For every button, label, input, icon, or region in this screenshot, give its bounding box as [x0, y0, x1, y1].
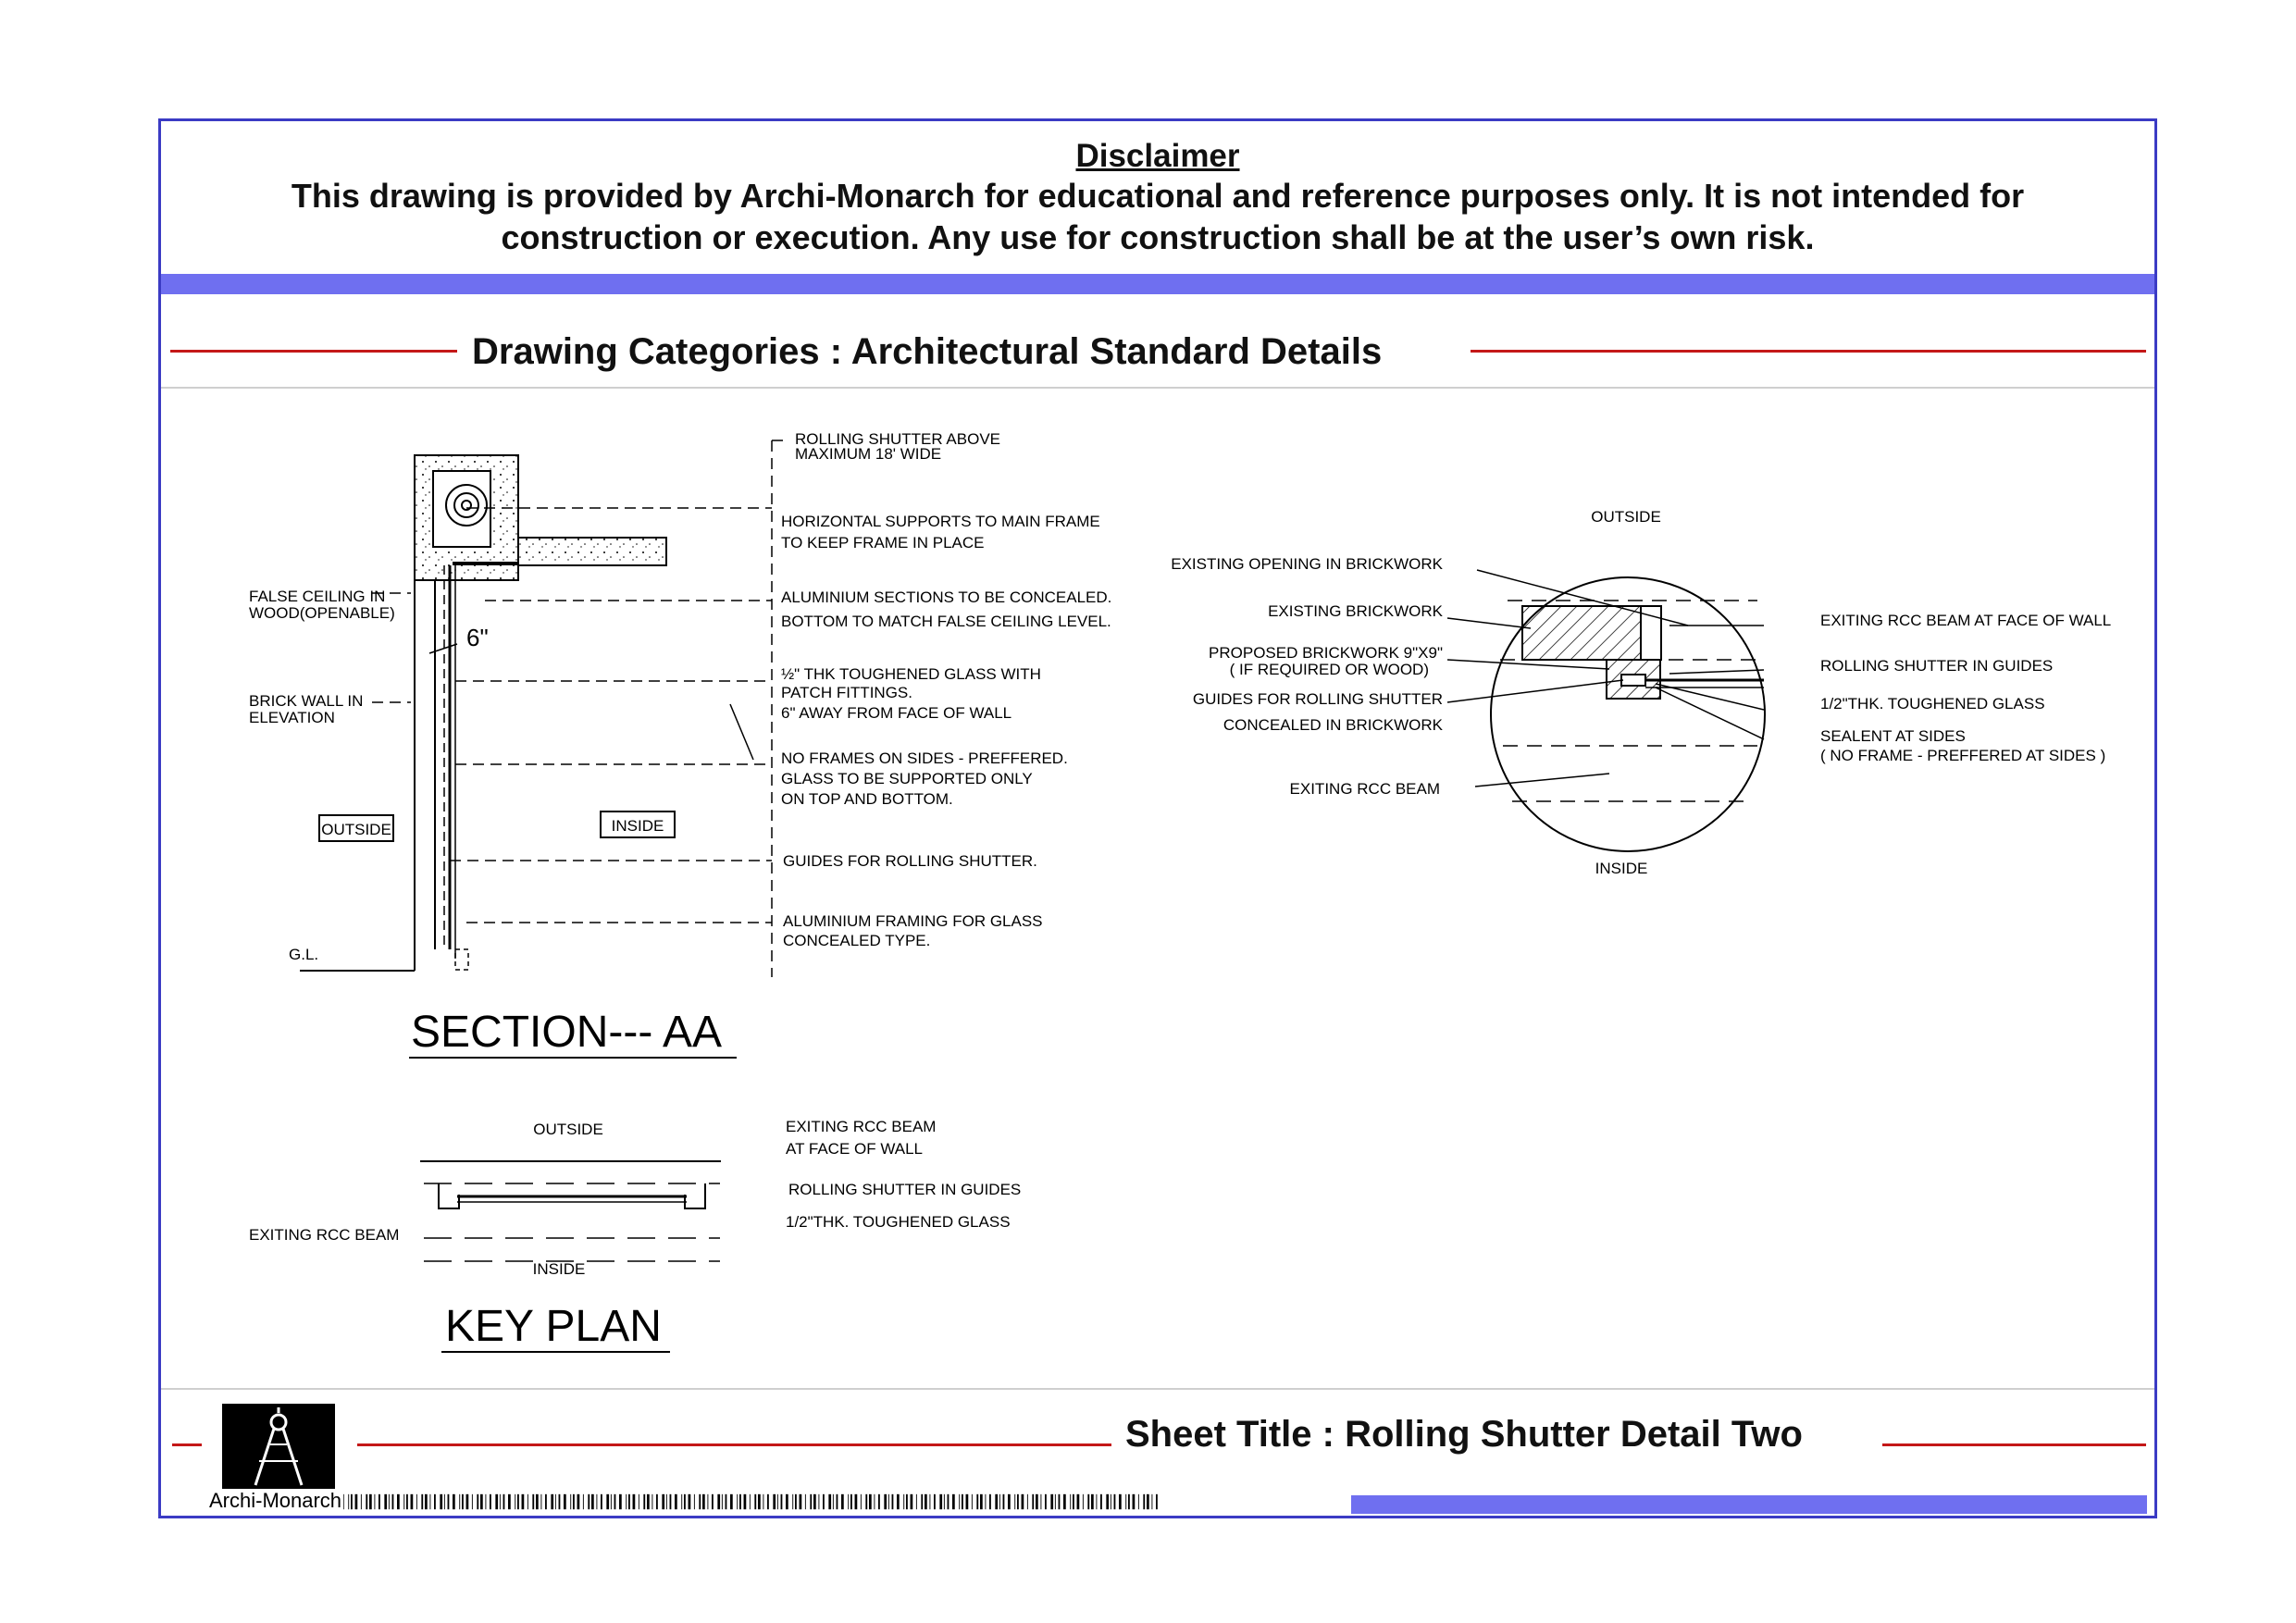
shutter-plan-detail	[1171, 508, 2111, 877]
keyplan-inside-label: INSIDE	[532, 1260, 586, 1278]
svg-text:ROLLING SHUTTER IN GUIDES: ROLLING SHUTTER IN GUIDES	[788, 1181, 1022, 1198]
svg-text:ALUMINIUM FRAMING FOR GLASS: ALUMINIUM FRAMING FOR GLASS	[783, 912, 1043, 930]
svg-text:EXITING RCC BEAM: EXITING RCC BEAM	[1289, 780, 1440, 798]
svg-text:ROLLING SHUTTER IN GUIDES: ROLLING SHUTTER IN GUIDES	[1820, 657, 2054, 675]
svg-text:1/2"THK. TOUGHENED GLASS: 1/2"THK. TOUGHENED GLASS	[786, 1213, 1011, 1231]
sheet-title: Sheet Title : Rolling Shutter Detail Two	[1125, 1414, 1803, 1455]
section-gl-label: G.L.	[289, 946, 319, 963]
svg-text:GLASS TO BE SUPPORTED ONLY: GLASS TO BE SUPPORTED ONLY	[781, 770, 1033, 787]
svg-text:ON TOP AND BOTTOM.: ON TOP AND BOTTOM.	[781, 790, 953, 808]
svg-text:PROPOSED BRICKWORK 9"X9": PROPOSED BRICKWORK 9"X9"	[1209, 644, 1443, 662]
drawing-canvas	[161, 121, 2160, 1521]
key-plan	[249, 1118, 1021, 1352]
svg-text:WOOD(OPENABLE): WOOD(OPENABLE)	[249, 604, 395, 622]
svg-text:TO KEEP FRAME IN PLACE: TO KEEP FRAME IN PLACE	[781, 534, 985, 551]
svg-text:GUIDES FOR ROLLING SHUTTER: GUIDES FOR ROLLING SHUTTER	[1192, 690, 1443, 708]
svg-text:EXITING RCC BEAM: EXITING RCC BEAM	[786, 1118, 937, 1135]
note-brick-wall: BRICK WALL IN	[249, 692, 364, 710]
logo-text: Archi-Monarch	[209, 1489, 342, 1512]
svg-text:PATCH FITTINGS.: PATCH FITTINGS.	[781, 684, 912, 701]
svg-text:EXITING RCC BEAM AT FACE OF WA: EXITING RCC BEAM AT FACE OF WALL	[1820, 612, 2112, 629]
footer-rule-left	[172, 1443, 202, 1446]
svg-text:GUIDES FOR ROLLING SHUTTER.: GUIDES FOR ROLLING SHUTTER.	[783, 852, 1037, 870]
svg-text:AT FACE OF WALL: AT FACE OF WALL	[786, 1140, 923, 1158]
keyplan-notes	[786, 1118, 1021, 1231]
svg-text:ALUMINIUM SECTIONS TO BE CONCE: ALUMINIUM SECTIONS TO BE CONCEALED.	[781, 588, 1112, 606]
svg-text:ELEVATION: ELEVATION	[249, 709, 335, 726]
keyplan-title: KEY PLAN	[445, 1302, 662, 1351]
section-notes	[781, 430, 1111, 949]
svg-text:6" AWAY FROM FACE OF WALL: 6" AWAY FROM FACE OF WALL	[781, 704, 1012, 722]
disclaimer-line-1: This drawing is provided by Archi-Monarch for educational and reference purposes only. It is not intended for	[291, 177, 2025, 215]
note-false-ceiling: FALSE CEILING IN	[249, 588, 386, 605]
keyplan-left-note: EXITING RCC BEAM	[249, 1226, 400, 1244]
svg-text:EXISTING OPENING IN BRICKWORK: EXISTING OPENING IN BRICKWORK	[1171, 555, 1443, 573]
detail-outside-label: OUTSIDE	[1591, 508, 1661, 526]
keyplan-outside-label: OUTSIDE	[533, 1121, 603, 1138]
detail-brickwork	[1522, 606, 1641, 660]
disclaimer-line-2: construction or execution. Any use for construction shall be at the user’s own risk.	[501, 218, 1815, 256]
footer-band	[1351, 1495, 2147, 1514]
drawing-sheet	[158, 118, 2157, 1518]
detail-guide	[1621, 675, 1645, 686]
svg-text:HORIZONTAL SUPPORTS TO MAIN FR: HORIZONTAL SUPPORTS TO MAIN FRAME	[781, 513, 1100, 530]
archi-monarch-logo	[222, 1404, 335, 1494]
compass-icon	[222, 1404, 335, 1494]
svg-text:CONCEALED IN BRICKWORK: CONCEALED IN BRICKWORK	[1222, 716, 1443, 734]
shutter-box	[433, 471, 490, 547]
detail-inside-label: INSIDE	[1595, 860, 1648, 877]
svg-text:½" THK TOUGHENED GLASS WITH: ½" THK TOUGHENED GLASS WITH	[781, 665, 1041, 683]
section-aa	[249, 430, 1111, 1058]
svg-text:BOTTOM TO MATCH FALSE CEILING: BOTTOM TO MATCH FALSE CEILING LEVEL.	[781, 613, 1111, 630]
svg-text:ROLLING SHUTTER ABOVE: ROLLING SHUTTER ABOVE	[795, 430, 1000, 448]
footer-divider	[161, 1388, 2154, 1390]
section-slab	[518, 538, 666, 565]
svg-text:CONCEALED TYPE.: CONCEALED TYPE.	[783, 932, 931, 949]
category-title: Drawing Categories : Architectural Standard Details	[472, 331, 1383, 372]
footer-rule-right	[1882, 1443, 2146, 1446]
svg-text:OUTSIDE: OUTSIDE	[321, 821, 391, 838]
svg-text:( IF REQUIRED OR WOOD): ( IF REQUIRED OR WOOD)	[1229, 661, 1429, 678]
detail-left-notes	[1171, 555, 1443, 798]
svg-text:NO FRAMES ON SIDES - PREFFERED: NO FRAMES ON SIDES - PREFFERED.	[781, 750, 1068, 767]
svg-text:1/2"THK. TOUGHENED GLASS: 1/2"THK. TOUGHENED GLASS	[1820, 695, 2045, 712]
footer-rule-middle	[357, 1443, 1111, 1446]
svg-text:( NO FRAME - PREFFERED AT SIDE: ( NO FRAME - PREFFERED AT SIDES )	[1820, 747, 2106, 764]
section-aa-title: SECTION--- AA	[411, 1008, 723, 1057]
svg-text:SEALENT AT SIDES: SEALENT AT SIDES	[1820, 727, 1966, 745]
detail-right-notes	[1820, 612, 2111, 764]
svg-text:EXISTING BRICKWORK: EXISTING BRICKWORK	[1268, 602, 1443, 620]
section-dim-label: 6"	[466, 624, 489, 651]
disclaimer-title: Disclaimer	[1075, 138, 1240, 174]
svg-text:MAXIMUM 18' WIDE: MAXIMUM 18' WIDE	[795, 445, 942, 463]
svg-text:INSIDE: INSIDE	[611, 817, 664, 835]
